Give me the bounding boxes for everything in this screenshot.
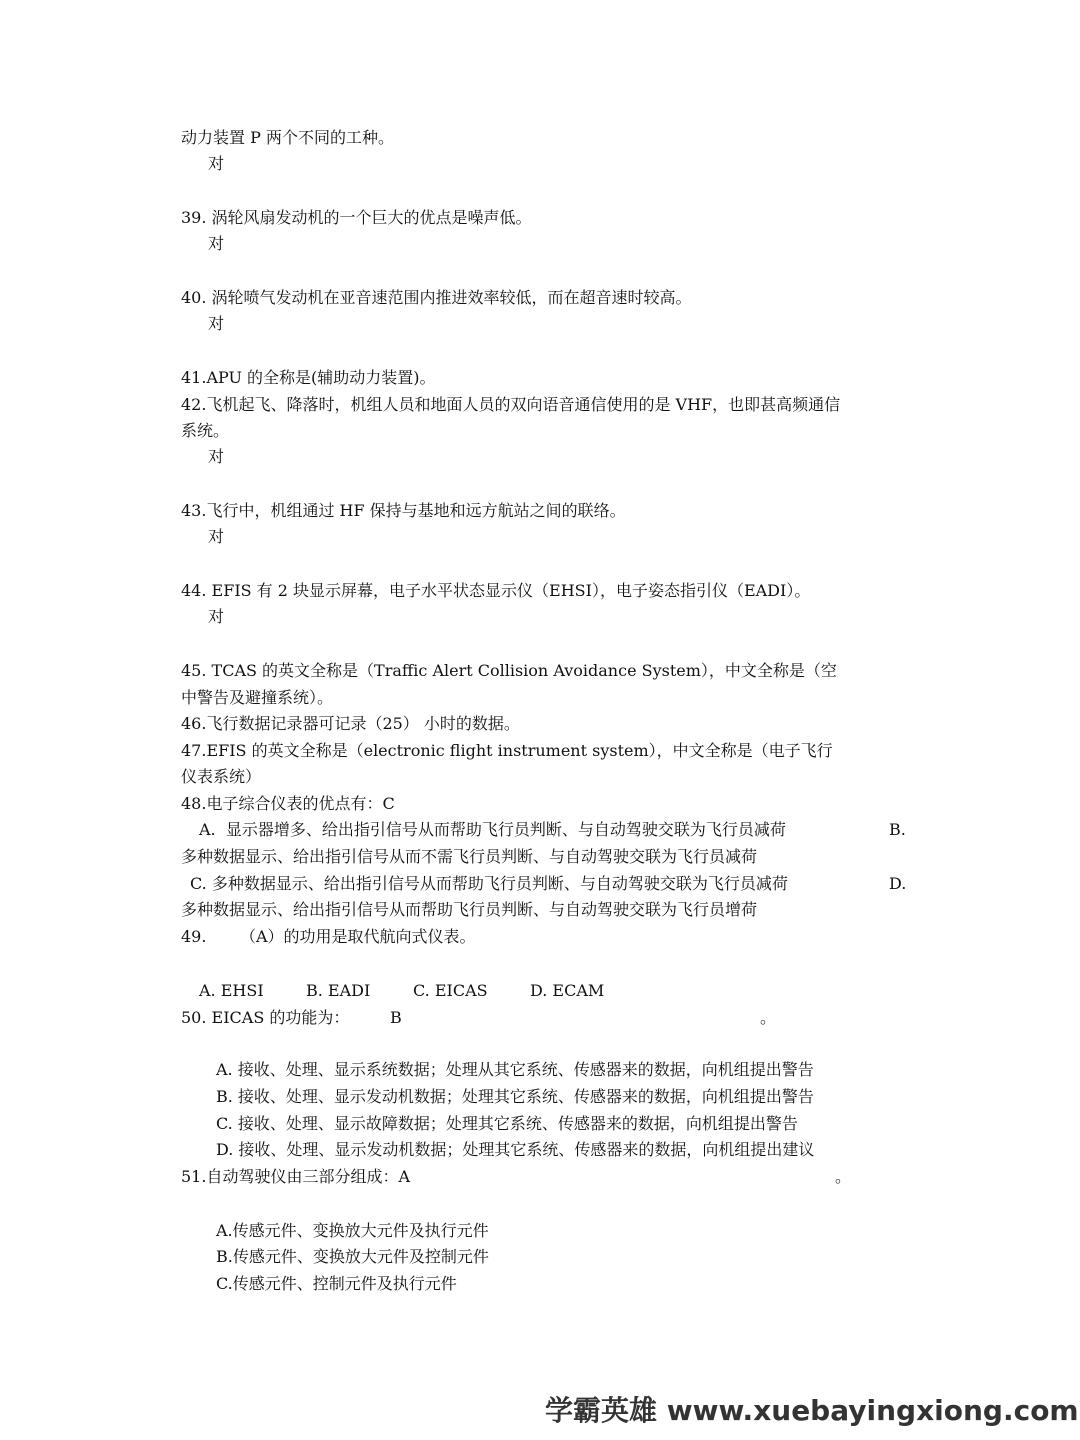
answer-line: 对 — [208, 527, 225, 546]
answer-line: 对 — [208, 154, 225, 173]
option-a: A. 显示器增多、给出指引信号从而帮助飞行员判断、与自动驾驶交联为飞行员减荷 — [199, 820, 786, 839]
question-47: 47.EFIS 的英文全称是（electronic flight instrument system），中文全称是（电子飞行 — [181, 741, 833, 760]
end-mark: 。 — [760, 1008, 777, 1027]
question-49: （A）的功用是取代航向式仪表。 — [240, 927, 476, 946]
option-label: B. — [889, 820, 906, 839]
question-48: 48.电子综合仪表的优点有：C — [181, 794, 395, 813]
question-46: 46.飞行数据记录器可记录（25） 小时的数据。 — [181, 714, 520, 733]
question-44: 44. EFIS 有 2 块显示屏幕，电子水平状态显示仪（EHSI），电子姿态指引仪（EADI）。 — [181, 581, 811, 600]
option-d: D. 接收、处理、显示发动机数据；处理其它系统、传感器来的数据，向机组提出建议 — [216, 1140, 815, 1159]
option-d: 多种数据显示、给出指引信号从而帮助飞行员判断、与自动驾驶交联为飞行员增荷 — [181, 900, 758, 919]
option-b: B.传感元件、变换放大元件及控制元件 — [216, 1247, 489, 1266]
text-line: 仪表系统） — [181, 767, 262, 786]
answer-line: 对 — [208, 314, 225, 333]
option-c: C.传感元件、控制元件及执行元件 — [216, 1274, 457, 1293]
answer-line: 对 — [208, 234, 225, 253]
option-b: 多种数据显示、给出指引信号从而不需飞行员判断、与自动驾驶交联为飞行员减荷 — [181, 847, 758, 866]
option-d: D. ECAM — [530, 981, 605, 1000]
option-label: D. — [889, 874, 907, 893]
text-line: 系统。 — [181, 421, 230, 440]
question-40: 40. 涡轮喷气发动机在亚音速范围内推进效率较低，而在超音速时较高。 — [181, 288, 692, 307]
option-a: A.传感元件、变换放大元件及执行元件 — [216, 1221, 489, 1240]
option-c: C. EICAS — [413, 981, 488, 1000]
option-a: A. 接收、处理、显示系统数据；处理从其它系统、传感器来的数据，向机组提出警告 — [216, 1060, 814, 1079]
footer-watermark: 学霸英雄 www.xuebayingxiong.com — [545, 1394, 1079, 1427]
answer-value: B — [390, 1008, 402, 1027]
text-line: 动力装置 P 两个不同的工种。 — [181, 128, 394, 147]
question-45: 45. TCAS 的英文全称是（Traffic Alert Collision Avoidance System），中文全称是（空 — [181, 661, 837, 680]
option-c: C. 接收、处理、显示故障数据；处理其它系统、传感器来的数据，向机组提出警告 — [216, 1114, 798, 1133]
question-49-number: 49. — [181, 927, 207, 946]
question-50: 50. EICAS 的功能为： — [181, 1008, 350, 1027]
question-39: 39. 涡轮风扇发动机的一个巨大的优点是噪声低。 — [181, 208, 532, 227]
question-42: 42.飞机起飞、降落时，机组人员和地面人员的双向语音通信使用的是 VHF，也即甚高频通信 — [181, 395, 841, 414]
answer-line: 对 — [208, 447, 225, 466]
question-41: 41.APU 的全称是(辅助动力装置)。 — [181, 368, 436, 387]
option-b: B. 接收、处理、显示发动机数据；处理其它系统、传感器来的数据，向机组提出警告 — [216, 1087, 814, 1106]
option-c: C. 多种数据显示、给出指引信号从而帮助飞行员判断、与自动驾驶交联为飞行员减荷 — [190, 874, 788, 893]
answer-line: 对 — [208, 607, 225, 626]
question-43: 43.飞行中，机组通过 HF 保持与基地和远方航站之间的联络。 — [181, 501, 626, 520]
end-mark: 。 — [835, 1167, 852, 1186]
text-line: 中警告及避撞系统）。 — [181, 688, 334, 707]
option-a: A. EHSI — [199, 981, 264, 1000]
question-51: 51.自动驾驶仪由三部分组成：A — [181, 1167, 411, 1186]
option-b: B. EADI — [306, 981, 371, 1000]
